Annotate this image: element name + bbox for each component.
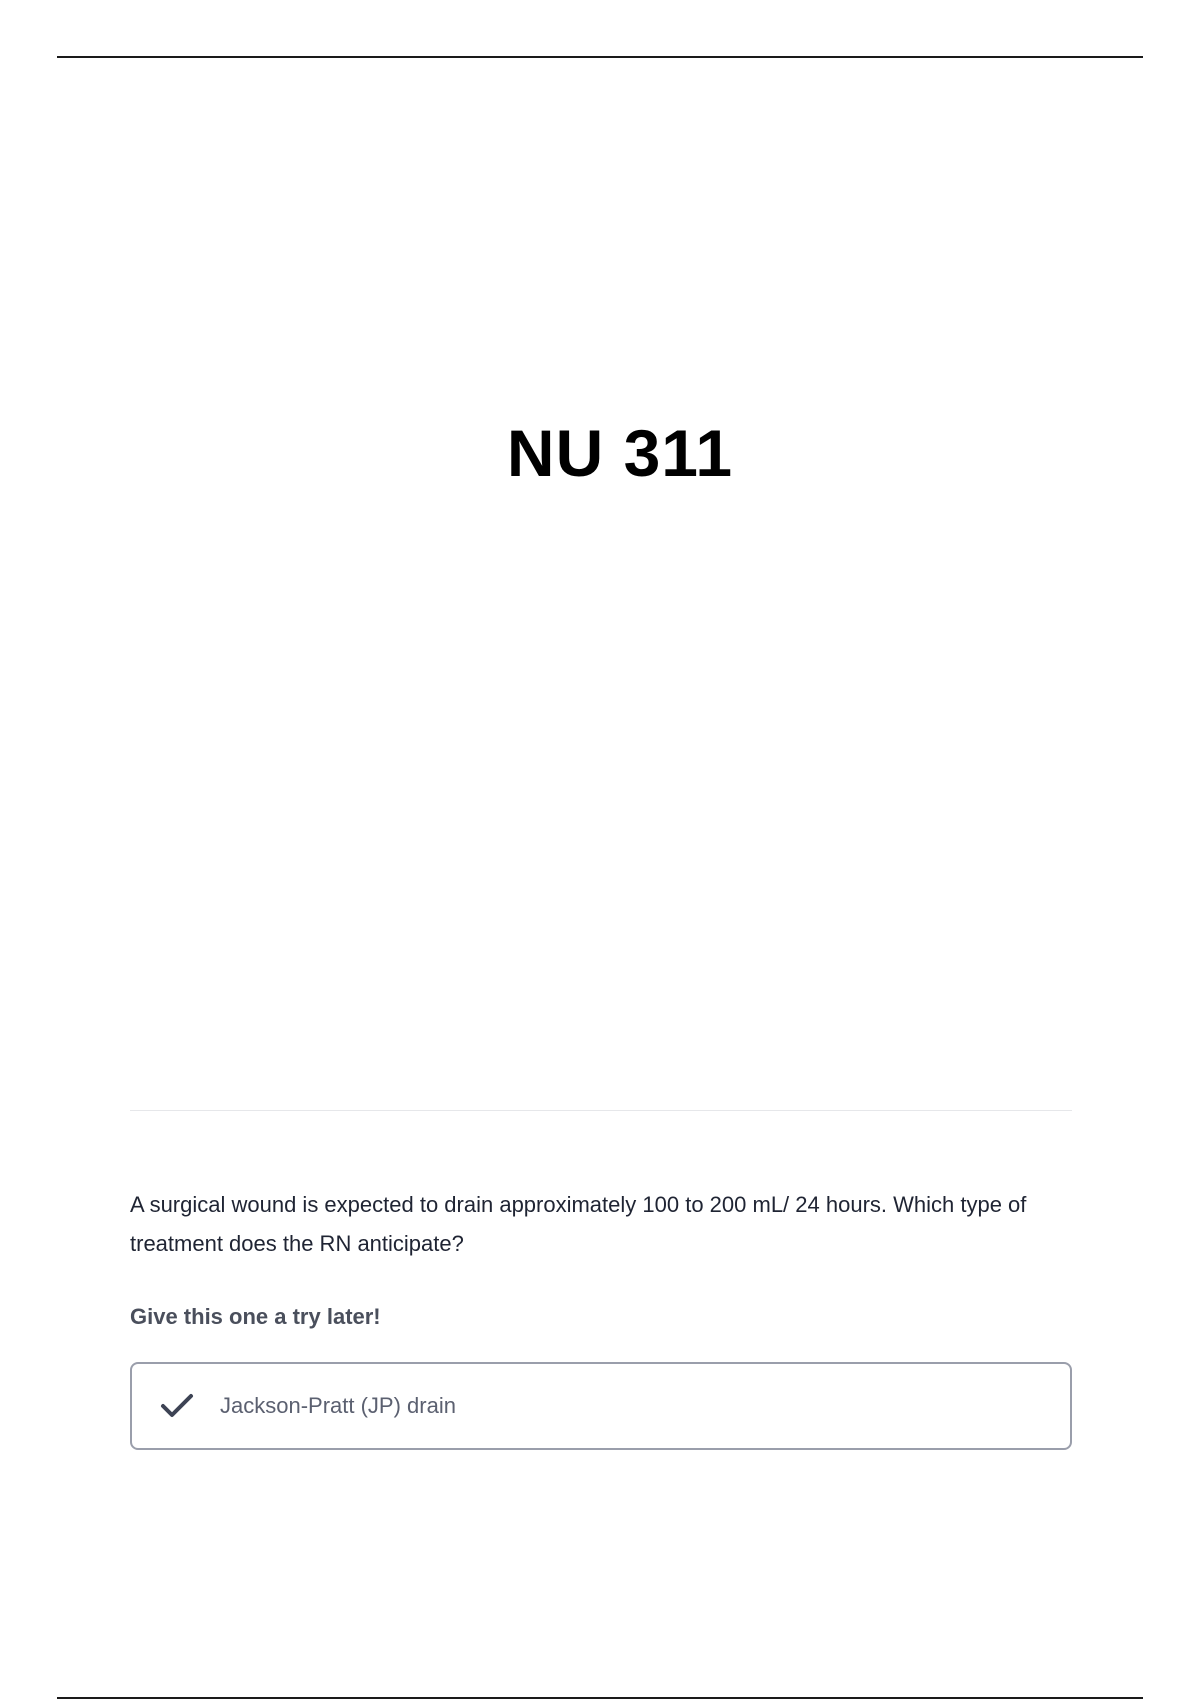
question-text: A surgical wound is expected to drain approximately 100 to 200 mL/ 24 hours. Which type of treatment does the RN anticipate?: [130, 1192, 1027, 1256]
document-title: NU 311: [506, 416, 734, 490]
bottom-rule: [57, 1697, 1143, 1699]
check-icon: [160, 1392, 194, 1420]
answer-option[interactable]: [130, 1362, 1072, 1450]
answer-label: Jackson-Pratt (JP) drain: [220, 1393, 456, 1418]
top-rule: [57, 56, 1143, 58]
try-later-hint: Give this one a try later!: [130, 1304, 381, 1329]
title-area: [0, 410, 1200, 500]
card-divider: [130, 1110, 1072, 1111]
